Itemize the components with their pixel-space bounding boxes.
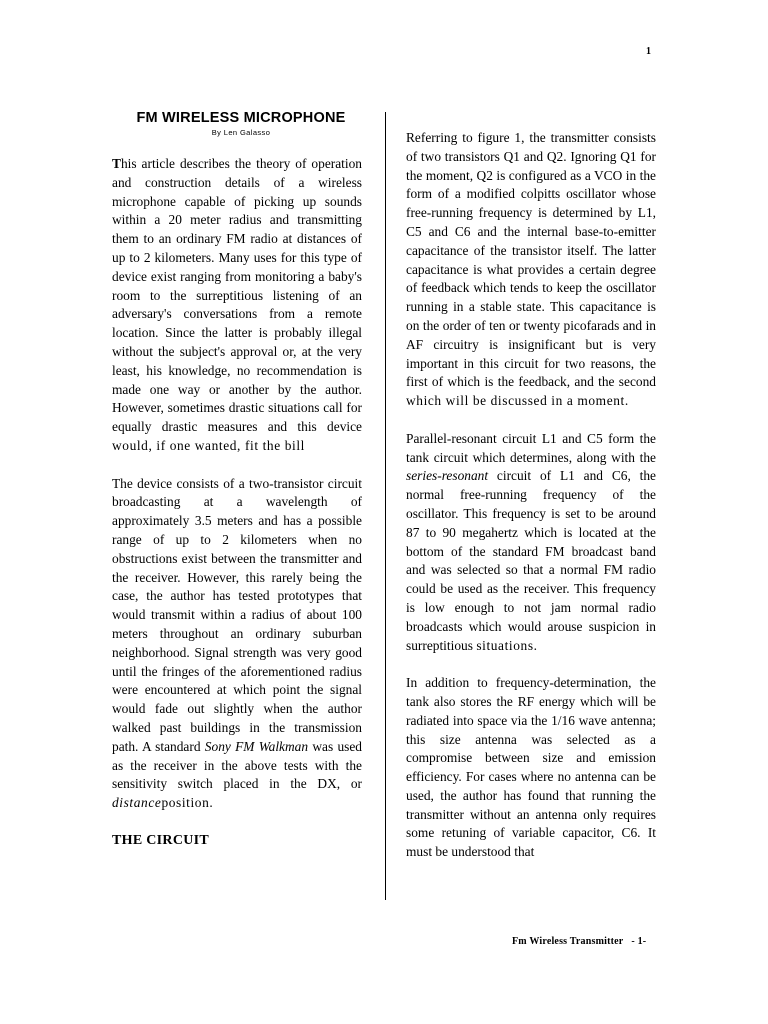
tank-text-2: circuit of L1 and C6, the normal free-running frequency of the oscillator. This frequency is set to be around 87 to 90 megahertz which is located at the bottom of the standard FM broadcast band and was selected so that a normal FM radio could be used as the receiver. This frequency is low enough to not jam normal radio broadcasts which would arouse suspicion in surreptitious bbox=[406, 468, 656, 653]
walkman-emphasis: Sony FM Walkman bbox=[204, 738, 309, 754]
distance-emphasis: distance bbox=[112, 795, 162, 811]
page-number: 1 bbox=[646, 46, 651, 57]
figure-text: Referring to figure 1, the transmitter consists of two transistors Q1 and Q2. Ignoring Q1 for the moment, Q2 is configured as a VCO in the form of a modified colpitts oscillator whose free-running frequency is determined by L1, C5 and C6 and the internal base-to-emitter capacitance of the transistor itself. The latter capacitance is what provides a certain degree of feedback which tends to keep the oscillator running in a stable state. This capacitance is on the order of ten or twenty picofarads and in AF circuitry is insignificant but is very important in this circuit for two reasons, the first of which is the feedback, and the second bbox=[406, 130, 656, 390]
drop-cap: T bbox=[112, 156, 121, 171]
right-column bbox=[406, 129, 656, 862]
article-byline: By Len Galasso bbox=[211, 128, 271, 137]
intro-tail: would, if one wanted, fit the bill bbox=[112, 437, 305, 453]
tank-text-1: Parallel-resonant circuit L1 and C5 form the tank circuit which determines, along with the bbox=[406, 430, 656, 465]
intro-paragraph bbox=[112, 155, 362, 456]
column-divider bbox=[385, 112, 386, 900]
tank-tail: situations. bbox=[476, 637, 538, 653]
tank-paragraph bbox=[406, 430, 656, 656]
left-column bbox=[112, 155, 362, 850]
device-text-3: position. bbox=[161, 795, 214, 811]
device-text-2: was used as the receiver in the above tests with the sensitivity switch placed in the DX, or bbox=[112, 738, 362, 792]
section-heading: THE CIRCUIT bbox=[112, 832, 210, 848]
antenna-paragraph: In addition to frequency-determination, the tank also stores the RF energy which will be radiated into space via the 1/16 wave antenna; this size antenna was selected as a compromise between size and emission efficiency. For cases where no antenna can be used, the author has found that running the transmitter without an antenna only requires some retuning of variable capacitor, C6. It must be understood that bbox=[406, 675, 656, 860]
intro-text: his article describes the theory of operation and construction details of a wireless microphone capable of picking up sounds within a 20 meter radius and transmitting them to an ordinary FM radio at distances of up to 2 kilometers. Many uses for this type of device exist ranging from monitoring a baby's room to the surreptitious listening of an adversary's conversations from a remote location. Since the latter is probably illegal without the subject's approval or, at the very least, his knowledge, no recommendation is made one way or another by the author. However, sometimes drastic situations call for equally drastic measures and this device bbox=[112, 156, 362, 435]
device-paragraph bbox=[112, 475, 362, 813]
page-footer: Fm Wireless Transmitter - 1- bbox=[512, 936, 647, 947]
series-resonant-emphasis: series-resonant bbox=[406, 468, 489, 484]
figure-paragraph bbox=[406, 129, 656, 411]
device-text-1: The device consists of a two-transistor circuit broadcasting at a wavelength of approximately 3.5 meters and has a possible range of up to 2 kilometers when no obstructions exist between the transmitter and the receiver. However, this rarely being the case, the author has tested prototypes that would transmit within a radius of about 100 meters throughout an ordinary suburban neighborhood. Signal strength was very good until the fringes of the aforementioned radius were encountered at which point the signal would fade out slightly when the author walked past buildings in the transmission path. A standard bbox=[112, 475, 362, 754]
figure-tail: which will be discussed in a moment. bbox=[406, 393, 629, 409]
article-title: FM WIRELESS MICROPHONE bbox=[136, 110, 346, 126]
